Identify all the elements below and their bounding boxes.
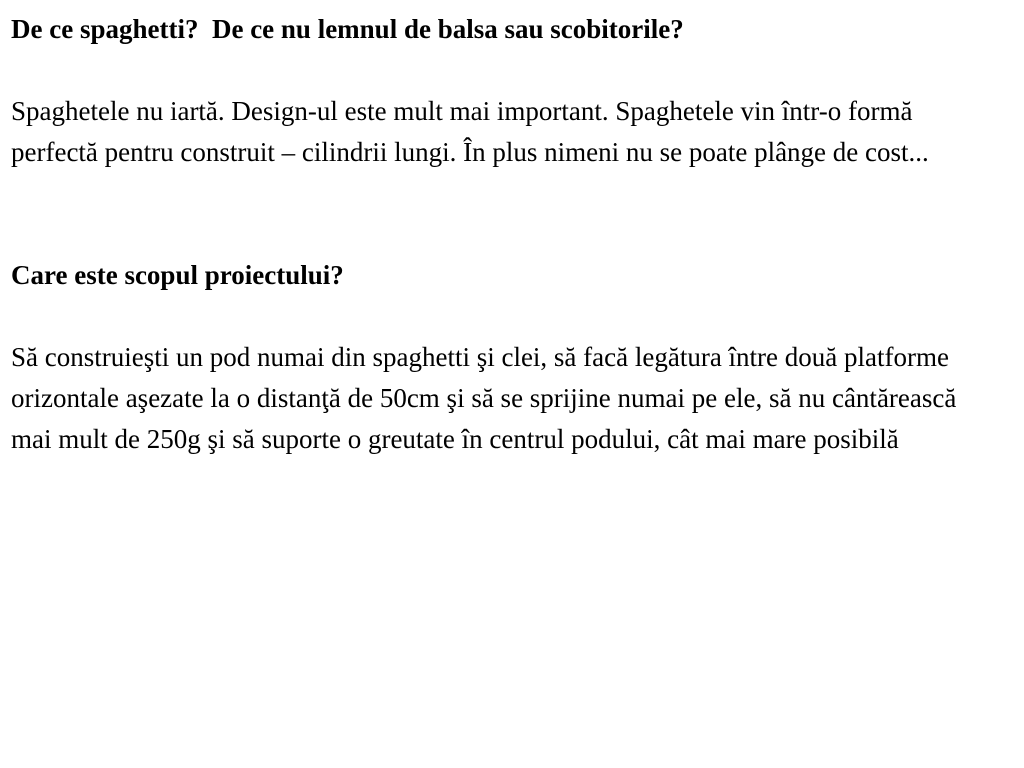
section-body-why-spaghetti: Spaghetele nu iartă. Design-ul este mult mai important. Spaghetele vin într-o formă perfectă pentru construit – cilindrii lungi. În plus nimeni nu se poate plânge de cost... <box>11 96 929 167</box>
spacer <box>11 296 1001 337</box>
section-heading-project-goal: Care este scopul proiectului? <box>11 260 344 290</box>
spacer <box>11 173 1001 255</box>
spacer <box>11 50 1001 91</box>
section-body-project-goal: Să construieşti un pod numai din spaghetti şi clei, să facă legătura între două platforme orizontale aşezate la o distanţă de 50cm şi să se sprijine numai pe ele, să nu cântărească mai mult de 250g şi să suporte o greutate în centrul podului, cât mai mare posibilă <box>11 342 957 454</box>
section-heading-why-spaghetti: De ce spaghetti? De ce nu lemnul de balsa sau scobitorile? <box>11 14 684 44</box>
document-page <box>11 9 1001 460</box>
